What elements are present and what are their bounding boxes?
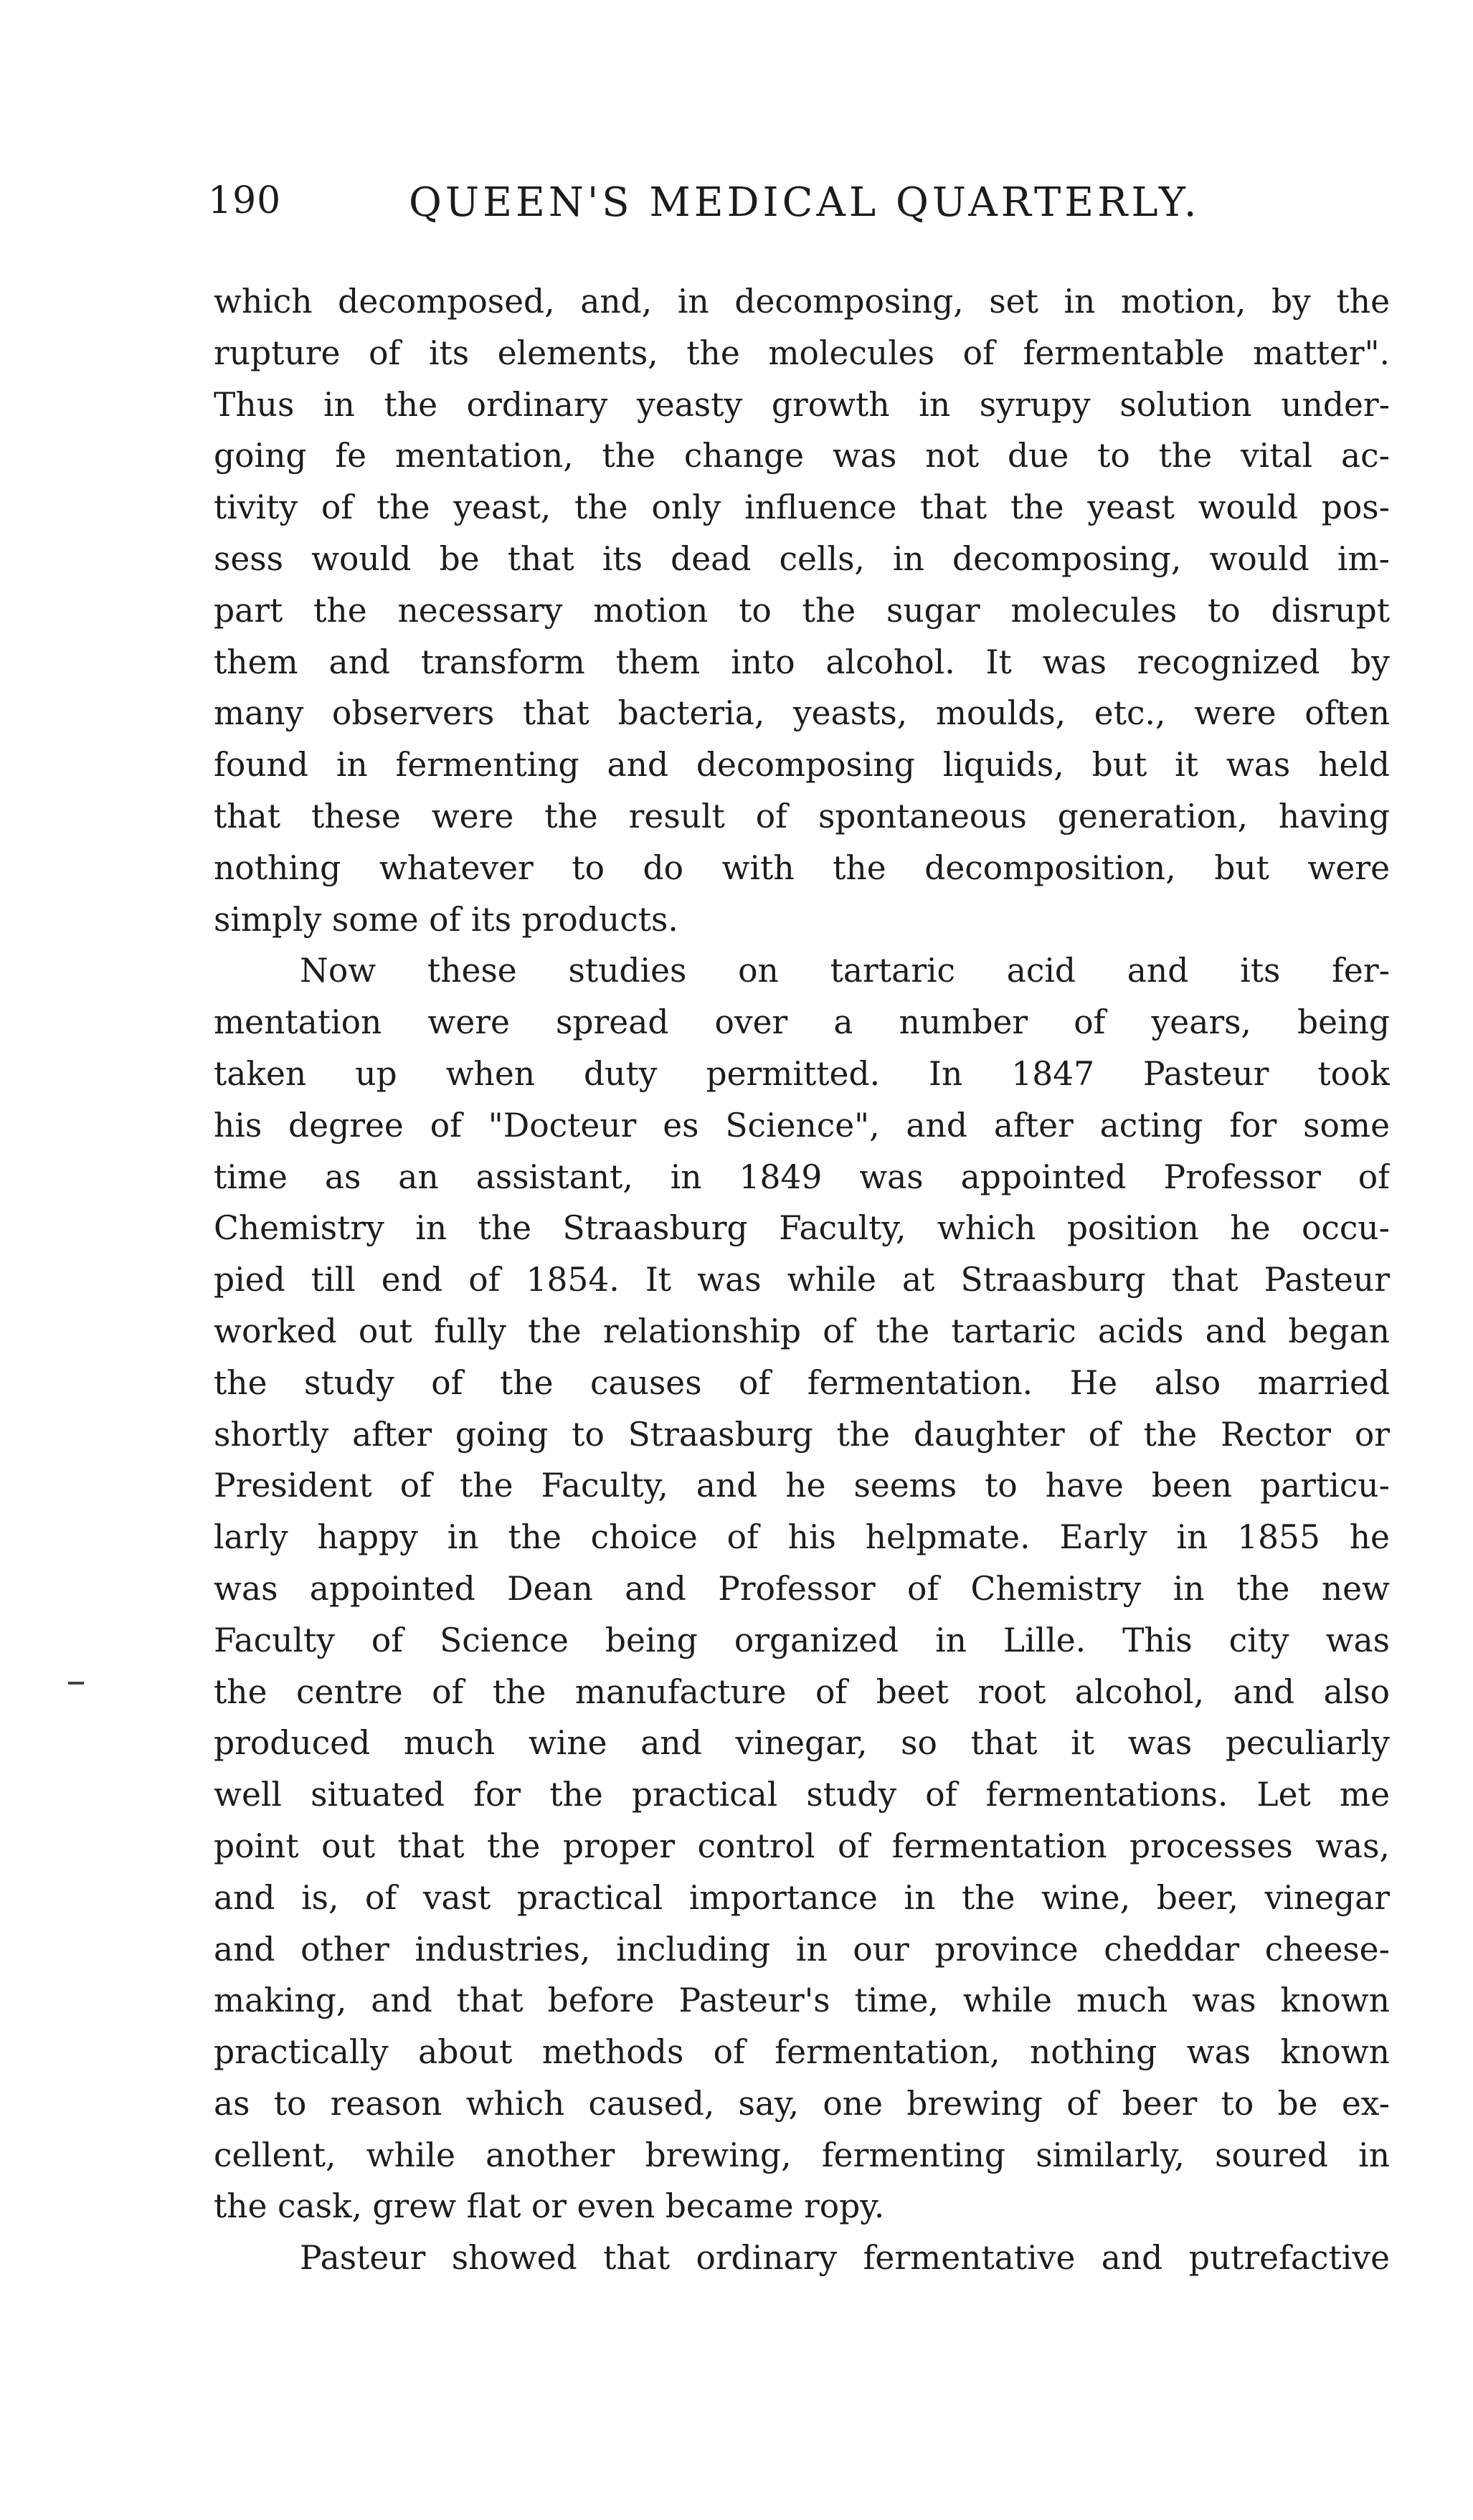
text-line: point out that the proper control of fermentation processes was, — [214, 1827, 1390, 1865]
text-line: cellent, while another brewing, fermenting similarly, soured in — [214, 2136, 1390, 2174]
text-line: part the necessary motion to the sugar molecules to disrupt — [214, 591, 1390, 630]
text-line: taken up when duty permitted. In 1847 Pasteur took — [214, 1054, 1390, 1093]
text-line: them and transform them into alcohol. It was recognized by — [214, 643, 1390, 681]
text-line: rupture of its elements, the molecules of fermentable matter". — [214, 333, 1390, 372]
text-line: larly happy in the choice of his helpmate. Early in 1855 he — [214, 1518, 1390, 1557]
text-line: was appointed Dean and Professor of Chemistry in the new — [214, 1569, 1390, 1608]
text-line: found in fermenting and decomposing liquids, but it was held — [214, 746, 1390, 785]
text-line: and is, of vast practical importance in the wine, beer, vinegar — [214, 1878, 1390, 1917]
text-line: tivity of the yeast, the only influence that the yeast would pos- — [214, 488, 1390, 527]
page-number: 190 — [208, 179, 282, 222]
text-line: President of the Faculty, and he seems to have been particu- — [214, 1467, 1390, 1505]
text-line: Now these studies on tartaric acid and its fer- — [300, 952, 1390, 990]
text-line: which decomposed, and, in decomposing, set in motion, by the — [214, 283, 1390, 321]
margin-mark — [68, 1682, 84, 1685]
text-line: and other industries, including in our province cheddar cheese- — [214, 1930, 1390, 1969]
text-line: mentation were spread over a number of years, being — [214, 1003, 1390, 1042]
text-line: simply some of its products. — [214, 900, 678, 939]
page-header — [208, 179, 1427, 237]
text-line: that these were the result of spontaneous generation, having — [214, 797, 1390, 835]
text-line: produced much wine and vinegar, so that it was peculiarly — [214, 1724, 1390, 1763]
running-title: QUEEN'S MEDICAL QUARTERLY. — [409, 179, 1200, 226]
text-line: the cask, grew flat or even became ropy. — [214, 2187, 885, 2226]
text-line: going fe mentation, the change was not due to the vital ac- — [214, 437, 1390, 475]
text-line: the centre of the manufacture of beet root alcohol, and also — [214, 1672, 1390, 1711]
text-line: Thus in the ordinary yeasty growth in syrupy solution under- — [214, 385, 1390, 424]
body-text — [214, 276, 1390, 2284]
text-line: sess would be that its dead cells, in decomposing, would im- — [214, 539, 1390, 578]
text-line: Chemistry in the Straasburg Faculty, which position he occu- — [214, 1209, 1390, 1248]
text-line: nothing whatever to do with the decomposition, but were — [214, 848, 1390, 887]
text-line: time as an assistant, in 1849 was appointed Professor of — [214, 1157, 1390, 1196]
text-line: making, and that before Pasteur's time, while much was known — [214, 1981, 1390, 2020]
text-line: as to reason which caused, say, one brewing of beer to be ex- — [214, 2084, 1390, 2123]
text-line: well situated for the practical study of fermentations. Let me — [214, 1776, 1390, 1814]
text-line: his degree of "Docteur es Science", and after acting for some — [214, 1106, 1390, 1145]
text-line: the study of the causes of fermentation. He also married — [214, 1363, 1390, 1402]
text-line: many observers that bacteria, yeasts, moulds, etc., were often — [214, 694, 1390, 733]
text-line: pied till end of 1854. It was while at Straasburg that Pasteur — [214, 1261, 1390, 1299]
text-line: practically about methods of fermentation, nothing was known — [214, 2033, 1390, 2072]
text-line: Pasteur showed that ordinary fermentative and putrefactive — [300, 2239, 1390, 2278]
text-line: worked out fully the relationship of the tartaric acids and began — [214, 1312, 1390, 1350]
text-line: Faculty of Science being organized in Lille. This city was — [214, 1621, 1390, 1659]
text-line: shortly after going to Straasburg the daughter of the Rector or — [214, 1415, 1390, 1454]
